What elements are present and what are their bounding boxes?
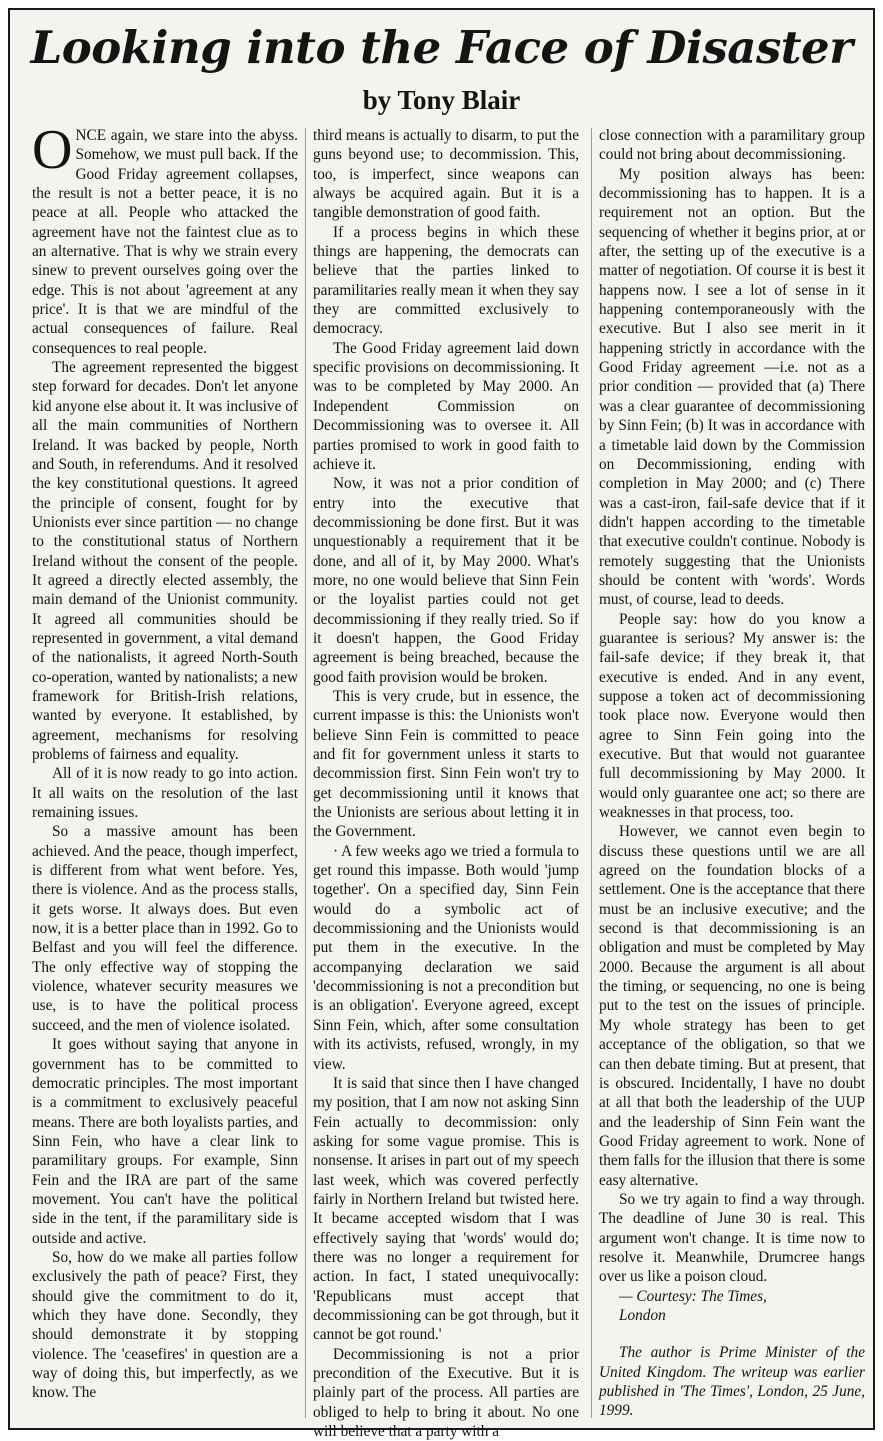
article-column-3 [599,126,865,1421]
article-paragraph: All of it is now ready to go into action. It all waits on the resolution of the last remaining issues. [32,765,298,822]
newspaper-clipping [8,8,875,1441]
article-column-2 [313,126,579,1441]
drop-cap: O [32,119,73,181]
column-divider [305,128,306,1418]
article-paragraph: Decommissioning is not a prior precondition of the Executive. But it is plainly part of the process. All parties are obliged to help to bring it about. No one will believe that a party with a [313,1345,579,1441]
author-note: The author is Prime Minister of the United Kingdom. The writeup was earlier published in 'The Times', London, 25 June, 1999. [599,1344,865,1420]
article-paragraph: So a massive amount has been achieved. And the peace, though imperfect, is different from what went before. Yes, there is violence. And as the process stalls, it gets worse. It always does. But even now, it is a better place than in 1992. Go to Belfast and you will feel the difference. The only effective way of stopping the violence, whatever security measures we use, is to have the political process succeed, and the men of violence isolated. [32,823,298,1034]
article-paragraph: third means is actually to disarm, to put the guns beyond use; to decommission. This, too, is imperfect, since weapons can always be acquired again. But it is a tangible demonstration of good faith. [313,127,579,222]
article-paragraph: So, how do we make all parties follow exclusively the path of peace? First, they should give the commitment to do it, which they have done. Secondly, they should demonstrate it by stopping violence. The 'ceasefires' in question are a way of doing this, but imperfectly, as we know. The [32,1248,298,1402]
article-paragraph: · A few weeks ago we tried a formula to get round this impasse. Both would 'jump together'. On a specified day, Sinn Fein would do a symbolic act of decommissioning and the Unionists would put them in the executive. In the accompanying declaration we said 'decommissioning is not a precondition but is an obligation'. Everyone agreed, except Sinn Fein, which, after some consultation with its activists, refused, wrongly, in my view. [313,842,579,1073]
headline: Looking into the Face of Disaster [30,21,853,74]
article-paragraph: My position always has been: decommissioning has to happen. It is a requirement not an option. But the sequencing of whether it begins prior, at or after, the setting up of the executive is a matter of negotiation. Of course it is best it happens now. I see a lot of sense in it happening contemporaneously with the executive. But I also see merit in it happening strictly in accordance with the Good Friday agreement —i.e. not as a prior condition — provided that (a) There was a clear guarantee of decommissioning by Sinn Fein; (b) It was in accordance with a timetable laid down by the Commission on Decommissioning, ending with completion in May 2000; and (c) There was a cast-iron, fail-safe device that if it didn't happen according to the timetable that executive couldn't continue. Nobody is remotely suggesting that the Unionists should be content with 'words'. Words must, of course, lead to deeds. [599,165,865,609]
article-paragraph: Now, it was not a prior condition of entry into the executive that decommissioning be done first. But it was unquestionably a requirement that it be done, and all of it, by May 2000. What's more, no one would believe that Sinn Fein or the loyalist parties could not get decommissioning if they really tried. So if it doesn't happen, the Good Friday agreement is being breached, because the good faith provision would be broken. [313,475,579,686]
article-paragraph: It is said that since then I have changed my position, that I am now not asking Sinn Fein actually to decommission: only asking for some vague promise. This is nonsense. It arises in part out of my speech last week, which was covered perfectly fairly in Northern Ireland but twisted here. It became accepted wisdom that I was effectively saying that 'words' would do; there was no longer a requirement for action. In fact, I stated unequivocally: 'Republicans must accept that decommissioning can be got through, but it cannot be got round.' [313,1074,579,1344]
article-paragraph: The Good Friday agreement laid down specific provisions on decommissioning. It was to be completed by May 2000. An Independent Commission on Decommissioning was to oversee it. All parties promised to work in good faith to achieve it. [313,339,579,473]
byline: by Tony Blair [362,85,521,115]
article-paragraph: ONCE again, we stare into the abyss. Somehow, we must pull back. If the Good Friday agreement collapses, the result is not a better peace, it is no peace at all. People who attacked the agreement have not the faintest clue as to an alternative. That is why we strain every sinew to prevent ourselves going over the edge. This is not about 'agreement at any price'. It is that we are mindful of the actual consequences of failure. Real consequences to real people. [32,119,298,357]
column-divider [591,128,592,1418]
article-paragraph: This is very crude, but in essence, the current impasse is this: the Unionists won't believe Sinn Fein is committed to peace and fit for government unless it starts to decommission first. Sinn Fein won't try to get decommissioning until it knows that the Unionists are serious about letting it in the Government. [313,687,579,841]
article-paragraph: People say: how do you know a guarantee is serious? My answer is: the fail-safe device; if they break it, that executive is ended. And in any event, suppose a token act of decommissioning took place now. Everyone would then agree to Sinn Fein going into the executive. But that would not guarantee full decommissioning by May 2000. It would only guarantee one act; so there are weaknesses in that process, too. [599,610,865,822]
article-column-1 [32,119,298,1421]
article-paragraph: So we try again to find a way through. The deadline of June 30 is real. This argument won't change. It is time now to resolve it. Meanwhile, Drumcree hangs over us like a poison cloud. [599,1190,865,1286]
source-credit-city: London [619,1306,666,1324]
article-paragraph: However, we cannot even begin to discuss these questions until we are all agreed on the foundation blocks of a settlement. One is the acceptance that there must be an inclusive executive; and the second is that decommissioning is an obligation and must be completed by May 2000. Because the argument is all about the timing, or sequencing, no one is being put to the test on the issues of principle. My whole strategy has been to get acceptance of the obligation, so that we can then debate timing. But at present, that is obscured. Incidentally, I have no doubt at all that both the leadership of the UUP and the leadership of Sinn Fein want the Good Friday agreement to work. None of them falls for the illusion that there is some easy alternative. [599,823,865,1189]
source-credit: — Courtesy: The Times, [619,1287,767,1305]
article-paragraph: It goes without saying that anyone in government has to be committed to democratic principles. The most important is a commitment to exclusively peaceful means. There are both loyalists parties, and Sinn Fein, who have a clear link to paramilitary groups. For example, Sinn Fein and the IRA are part of the same movement. You can't have the political side in the tent, if the paramilitary side is outside and active. [32,1036,298,1247]
article-paragraph: close connection with a paramilitary group could not bring about decommissioning. [599,127,865,164]
article-paragraph: If a process begins in which these things are happening, the democrats can believe that the parties linked to paramilitaries really mean it when they say they are committed exclusively to democracy. [313,223,579,338]
article-paragraph: The agreement represented the biggest step forward for decades. Don't let anyone kid anyone else about it. It was inclusive of all the main communities of Northern Ireland. It was backed by people, North and South, in referendums. And it resolved the key constitutional questions. It agreed the principle of consent, fought for by Unionists ever since partition — no change to the constitutional status of Northern Ireland without the consent of the people. It agreed a directly elected assembly, the main demand of the Unionist community. It agreed all communities should be represented in government, a vital demand of the nationalists, it agreed North-South co-operation, wanted by nationalists; a new framework for British-Irish relations, wanted by everyone. It established, by agreement, mechanisms for resolving problems of fairness and equality. [32,359,298,763]
